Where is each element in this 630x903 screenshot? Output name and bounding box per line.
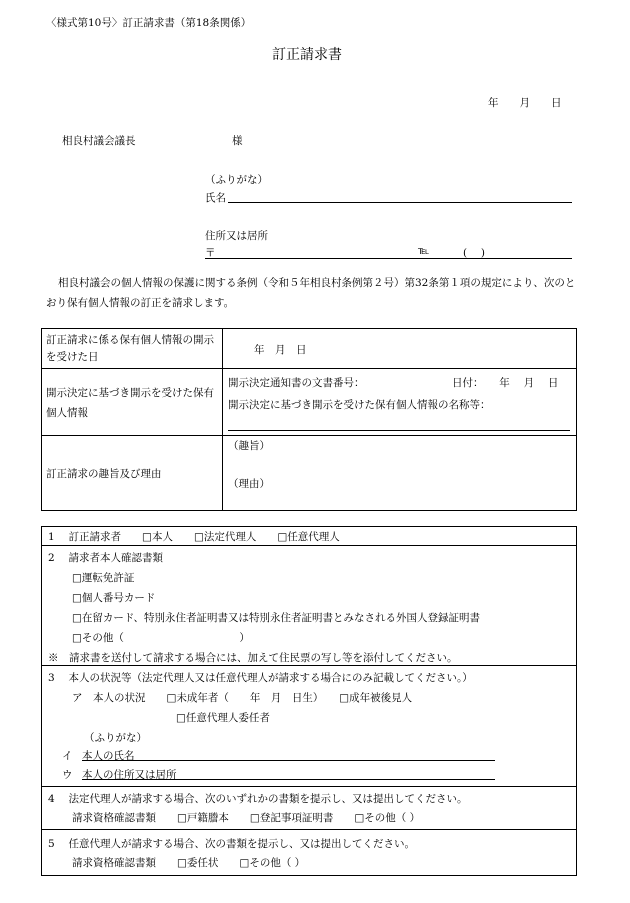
furigana-label: （ふりがな） — [205, 174, 268, 186]
row2-date: 日付： 年 月 日 — [452, 377, 559, 389]
row2-label: 開示決定に基づき開示を受けた保有個人情報 — [46, 387, 214, 419]
page-title: 訂正請求書 — [272, 47, 342, 63]
date-line: 年 月 日 — [488, 97, 562, 109]
section5-head: 5 任意代理人が請求する場合、次の書類を提示し、又は提出してください。 — [48, 838, 416, 850]
id-residence-card[interactable]: □在留カード、特別永住者証明書又は特別永住者証明書とみなされる外国人登録証明書 — [72, 612, 480, 624]
row2-info-name: 開示決定に基づき開示を受けた保有個人情報の名称等： — [228, 399, 491, 411]
section5-documents[interactable]: 請求資格確認書類 □委任状 □その他（ ） — [72, 857, 306, 869]
addressee: 相良村議会議長 — [62, 135, 136, 147]
postal-mark: 〒 — [205, 247, 216, 259]
section3-status[interactable]: ア 本人の状況 □未成年者（ 年 月 日生） □成年被後見人 — [72, 692, 413, 704]
row3-purpose[interactable]: （趣旨） — [228, 440, 270, 452]
section2-note: ※ 請求書を送付して請求する場合には、加えて住民票の写し等を添付してください。 — [48, 652, 458, 664]
section4-head: 4 法定代理人が請求する場合、次のいずれかの書類を提示し、又は提出してください。 — [48, 793, 468, 805]
section3-principal-address: 本人の住所又は居所 — [82, 769, 177, 781]
section3-status-delegator[interactable]: □任意代理人委任者 — [176, 712, 270, 724]
section3-furigana: （ふりがな） — [84, 732, 147, 744]
principal-name-field[interactable] — [82, 760, 495, 761]
name-label: 氏名 — [205, 192, 226, 204]
section3-head: 3 本人の状況等（法定代理人又は任意代理人が請求する場合にのみ記載してください。） — [48, 672, 473, 684]
section4-documents[interactable]: 請求資格確認書類 □戸籍謄本 □登記事項証明書 □その他（ ） — [72, 812, 421, 824]
address-field[interactable] — [205, 258, 572, 259]
name-field[interactable] — [228, 202, 572, 203]
row3-label: 訂正請求の趣旨及び理由 — [46, 468, 162, 480]
section3-u-mark: ウ — [62, 769, 73, 781]
id-other[interactable]: □その他（ ） — [72, 632, 250, 644]
id-mynumber-card[interactable]: □個人番号カード — [72, 592, 156, 604]
row1-label: 訂正請求に係る保有個人情報の開示を受けた日 — [46, 334, 214, 363]
row2-info-field[interactable] — [228, 430, 570, 431]
tel-paren: ( ) — [463, 247, 486, 259]
address-label: 住所又は居所 — [205, 230, 268, 242]
section2-head: 2 請求者本人確認書類 — [48, 552, 164, 564]
row3-reason[interactable]: （理由） — [228, 478, 270, 490]
row2-doc-number: 開示決定通知書の文書番号： — [228, 377, 365, 389]
row1-value[interactable]: 年 月 日 — [254, 344, 307, 356]
intro-paragraph: 相良村議会の個人情報の保護に関する条例（令和５年相良村条例第２号）第32条第１項の規定により、次のとおり保有個人情報の訂正を請求します。 — [46, 277, 576, 309]
tel-mark: ℡ — [418, 245, 430, 257]
section3-i-mark: イ — [62, 750, 73, 762]
id-driver-license[interactable]: □運転免許証 — [72, 572, 135, 584]
principal-address-field[interactable] — [82, 779, 495, 780]
form-number: 〈様式第10号〉訂正請求書（第18条関係） — [46, 17, 252, 29]
section1-requester[interactable]: 1 訂正請求者 □本人 □法定代理人 □任意代理人 — [48, 531, 340, 543]
honorific: 様 — [232, 135, 243, 147]
section3-principal-name: 本人の氏名 — [82, 750, 135, 762]
